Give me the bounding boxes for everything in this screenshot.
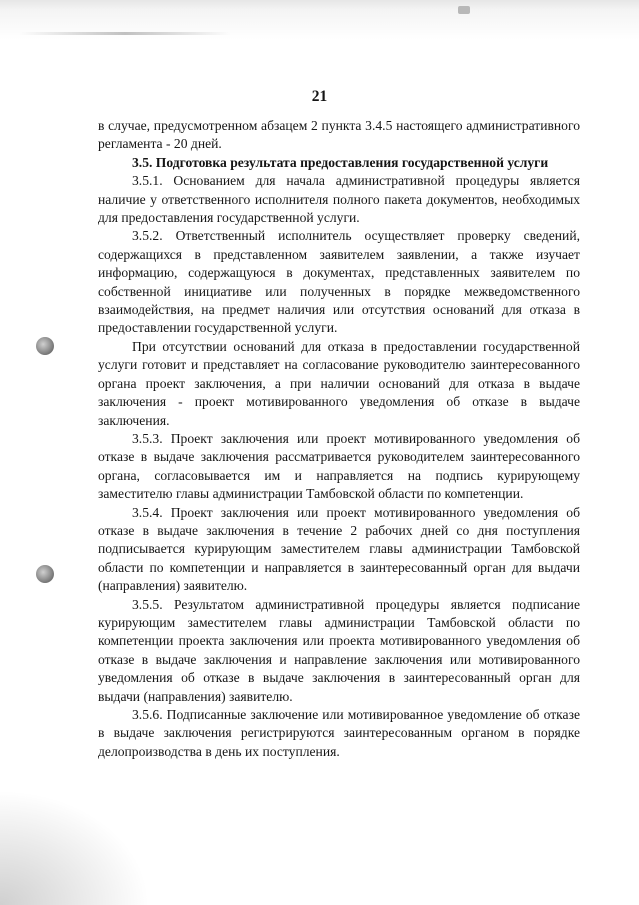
scan-corner-shading — [0, 790, 150, 905]
punch-hole — [36, 337, 54, 355]
page-number: 21 — [311, 88, 328, 105]
document-body — [98, 117, 580, 761]
section-heading: 3.5. Подготовка результата предоставления государственной услуги — [132, 154, 549, 170]
scan-mark — [458, 6, 470, 14]
paragraph-3-5-1: 3.5.1. Основанием для начала административной процедуры является наличие у ответственного исполнителя полного пакета документов, необходимых для предоставления государственной услуги. — [98, 173, 580, 226]
paragraph-no-grounds: При отсутствии оснований для отказа в предоставлении государственной услуги готовит и представляет на согласование руководителю заинтересованного органа проект заключения, а при наличии оснований для отказа в выдаче заключения - проект мотивированного уведомления об отказе в выдаче заключения. — [98, 338, 580, 428]
paragraph-3-5-4: 3.5.4. Проект заключения или проект мотивированного уведомления об отказе в выдаче заключения в течение 2 рабочих дней со дня поступления подписывается курирующим заместителем главы администрации Тамбовской области по компетенции и направляется в заинтересованный орган для выдачи (направления) заявителю. — [98, 504, 580, 594]
paragraph-3-5-3: 3.5.3. Проект заключения или проект мотивированного уведомления об отказе в выдаче заключения рассматривается руководителем заинтересованного органа, согласовывается им и направляется на подпись курирующему заместителю главы администрации Тамбовской области по компетенции. — [98, 430, 580, 502]
paragraph-3-5-2: 3.5.2. Ответственный исполнитель осуществляет проверку сведений, содержащихся в представленном заявителем заявлении, а также изучает информацию, содержащуюся в документах, представленных заявителем по собственной инициативе или полученных в порядке межведомственного взаимодействия, на предмет наличия или отсутствия оснований для отказа в предоставлении государственной услуги. — [98, 228, 580, 336]
scan-top-shading — [0, 0, 639, 48]
paragraph-continuation: в случае, предусмотренном абзацем 2 пункта 3.4.5 настоящего административного регламента - 20 дней. — [98, 118, 580, 152]
punch-hole — [36, 565, 54, 583]
paragraph-3-5-5: 3.5.5. Результатом административной процедуры является подписание курирующим заместителем главы администрации Тамбовской области по компетенции проекта заключения или проекта мотивированного уведомления об отказе в выдаче заключения и направление заключения или мотивированного уведомления об отказе в выдаче заключения в заинтересованный орган для выдачи (направления) заявителю. — [98, 596, 580, 704]
scan-streak — [20, 32, 230, 35]
paragraph-3-5-6: 3.5.6. Подписанные заключение или мотивированное уведомление об отказе в выдаче заключения регистрируются заинтересованным органом в порядке делопроизводства в день их поступления. — [98, 707, 580, 759]
